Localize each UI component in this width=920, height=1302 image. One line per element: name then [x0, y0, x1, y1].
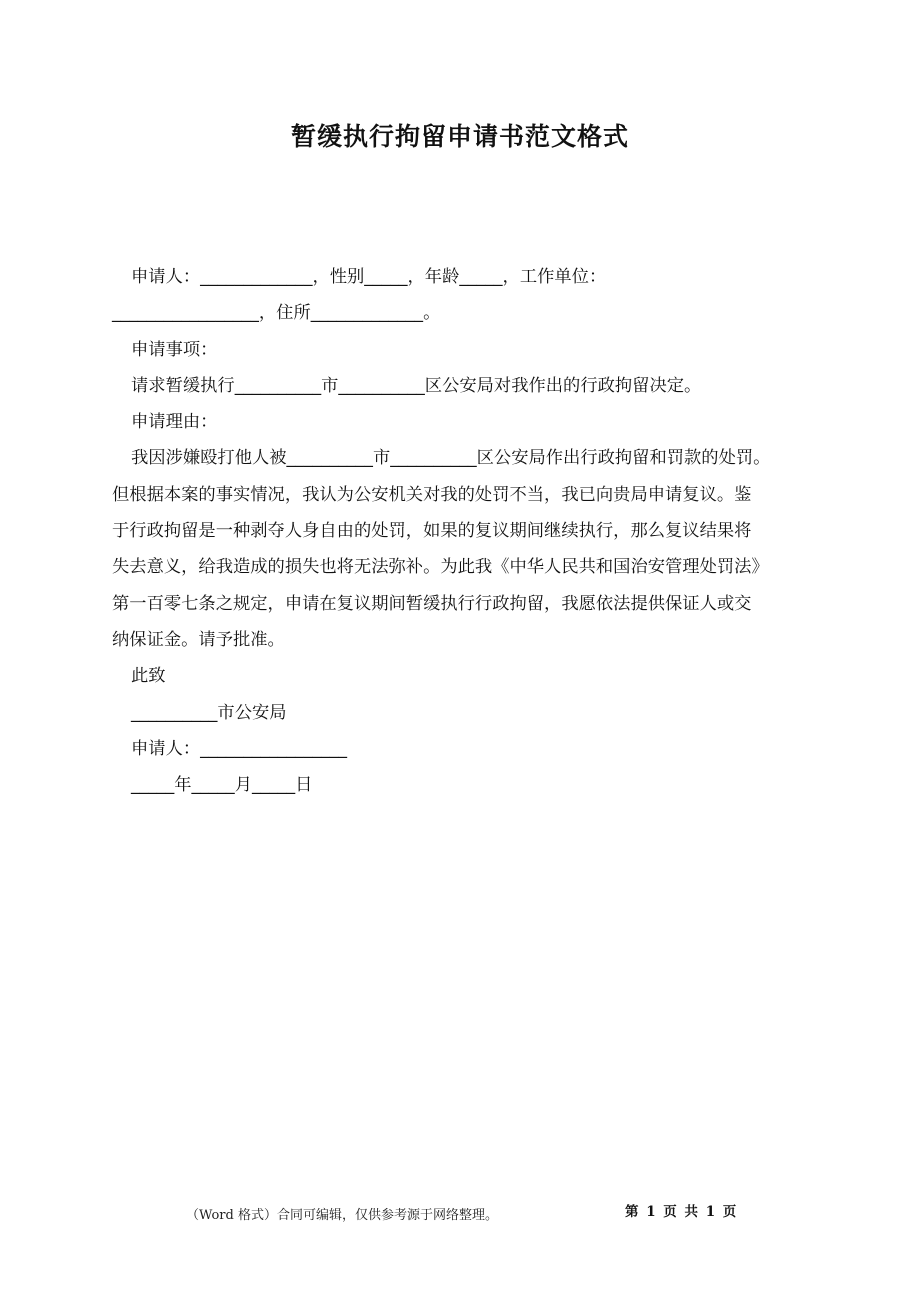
reason-text-line: 于行政拘留是一种剥夺人身自由的处罚，如果的复议期间继续执行，那么复议结果将 — [112, 521, 752, 542]
page-number: 第 1 页 共 1 页 — [625, 1204, 737, 1220]
request-heading: 申请事项： — [131, 339, 218, 360]
reason-text-line: 纳保证金。请予批准。 — [112, 629, 285, 650]
reason-heading: 申请理由： — [131, 412, 218, 433]
applicant-info-line: 申请人：_____________，性别_____，年龄_____，工作单位： — [131, 267, 607, 287]
signature-line: 申请人：_________________ — [131, 738, 348, 759]
document-body — [112, 259, 812, 803]
reason-text-line: 我因涉嫌殴打他人被__________市__________区公安局作出行政拘留和罚款的处罚。 — [131, 448, 771, 469]
reason-text-line: 但根据本案的事实情况，我认为公安机关对我的处罚不当，我已向贵局申请复议。鉴 — [112, 484, 752, 505]
reason-text-line: 失去意义，给我造成的损失也将无法弥补。为此我《中华人民共和国治安管理处罚法》 — [112, 557, 769, 578]
footer-note: （Word 格式）合同可编辑，仅供参考源于网络整理。 — [186, 1208, 498, 1223]
reason-text-line: 第一百零七条之规定，申请在复议期间暂缓执行行政拘留，我愿依法提供保证人或交 — [112, 593, 752, 614]
recipient-line: __________市公安局 — [131, 702, 287, 723]
document-title: 暂缓执行拘留申请书范文格式 — [290, 122, 629, 151]
date-line: _____年_____月_____日 — [131, 775, 313, 796]
salutation: 此致 — [131, 666, 166, 687]
applicant-address-line: _________________，住所_____________。 — [112, 303, 441, 324]
request-text: 请求暂缓执行__________市__________区公安局对我作出的行政拘留决定。 — [131, 375, 702, 396]
